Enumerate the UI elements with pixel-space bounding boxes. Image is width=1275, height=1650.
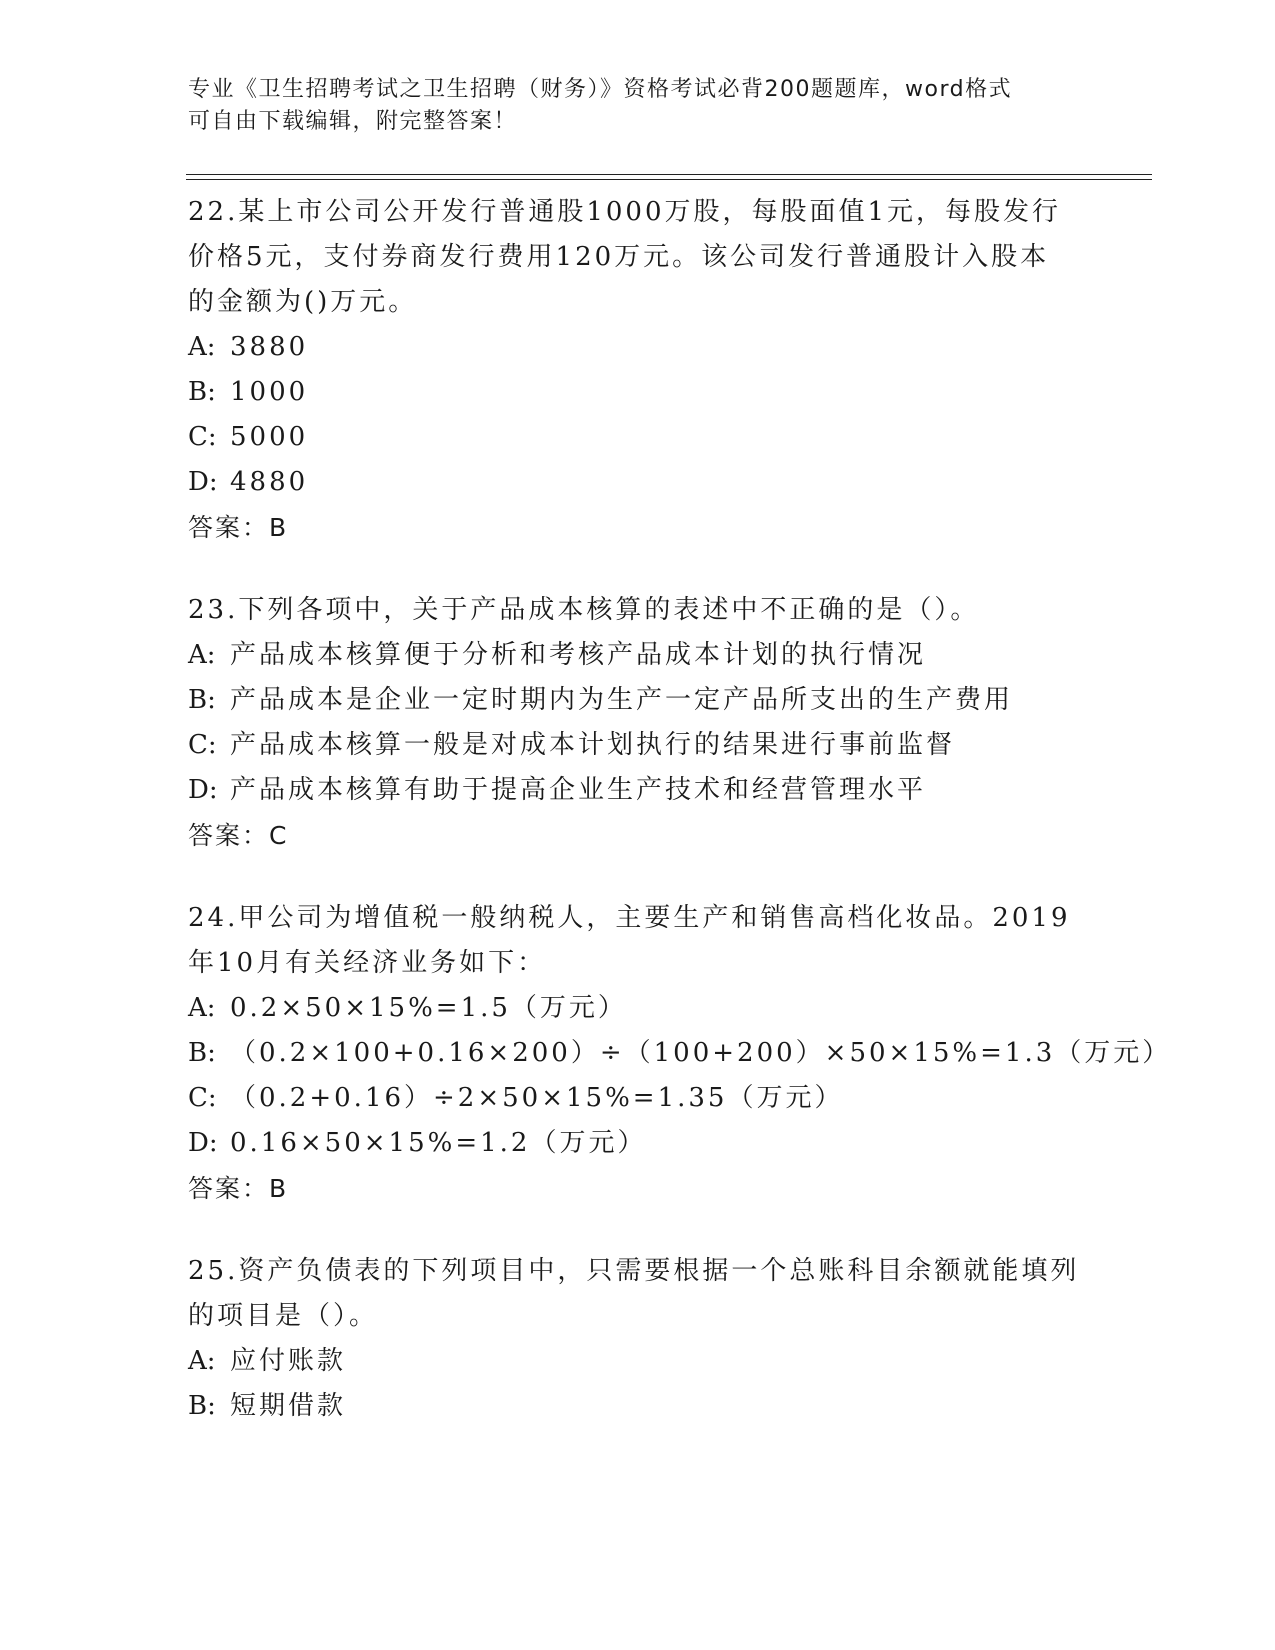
option-text: 0.16×50×15%=1.2（万元） — [230, 1128, 647, 1158]
question-text-line: 22.某上市公司公开发行普通股1000万股，每股面值1元，每股发行 — [188, 197, 1062, 227]
option-text: 短期借款 — [230, 1391, 347, 1421]
option-text: 0.2×50×15%=1.5（万元） — [230, 993, 627, 1023]
option-text: 应付账款 — [230, 1346, 347, 1376]
option-a — [188, 986, 1088, 1031]
option-key: B: — [188, 685, 216, 715]
answer-line: 答案：C — [188, 821, 289, 850]
option-a — [188, 1339, 1088, 1384]
option-a — [188, 325, 1088, 370]
header-line-1: 专业《卫生招聘考试之卫生招聘（财务）》资格考试必背200题题库，word格式 — [188, 77, 1013, 102]
option-text: （0.2×100+0.16×200）÷（100+200）×50×15%=1.3（万元） — [230, 1038, 1172, 1068]
option-key: A: — [188, 993, 216, 1023]
option-key: B: — [188, 377, 216, 407]
question-text-line: 24.甲公司为增值税一般纳税人，主要生产和销售高档化妆品。2019 — [188, 903, 1071, 933]
option-text: 5000 — [230, 422, 309, 452]
answer-line: 答案：B — [188, 1174, 289, 1203]
option-key: C: — [188, 422, 217, 452]
option-key: C: — [188, 730, 217, 760]
question-text-line: 23.下列各项中，关于产品成本核算的表述中不正确的是（）。 — [188, 595, 980, 625]
option-key: C: — [188, 1083, 217, 1113]
question-24 — [188, 896, 1172, 1211]
option-text: 产品成本核算有助于提高企业生产技术和经营管理水平 — [230, 775, 927, 805]
option-c — [188, 723, 1088, 768]
option-d — [188, 768, 1088, 813]
answer-line: 答案：B — [188, 513, 289, 542]
option-c — [188, 415, 1088, 460]
option-key: A: — [188, 332, 216, 362]
option-text: 3880 — [230, 332, 309, 362]
question-text-line: 的项目是（）。 — [188, 1301, 379, 1331]
question-text-line: 价格5元，支付券商发行费用120万元。该公司发行普通股计入股本 — [188, 242, 1050, 272]
option-b — [188, 678, 1088, 723]
option-key: A: — [188, 1346, 216, 1376]
question-text-line: 25.资产负债表的下列项目中，只需要根据一个总账科目余额就能填列 — [188, 1256, 1080, 1286]
option-text: （0.2+0.16）÷2×50×15%=1.35（万元） — [230, 1083, 844, 1113]
option-text: 4880 — [230, 467, 309, 497]
option-key: D: — [188, 467, 218, 497]
header-divider-top — [186, 174, 1152, 175]
option-c — [188, 1076, 1088, 1121]
option-text: 1000 — [230, 377, 309, 407]
option-key: D: — [188, 775, 218, 805]
option-a — [188, 633, 1088, 678]
option-d — [188, 1121, 1088, 1166]
question-22 — [188, 190, 1088, 550]
header-divider-bottom — [186, 179, 1152, 180]
option-b — [188, 1384, 1088, 1429]
option-key: A: — [188, 640, 216, 670]
option-key: D: — [188, 1128, 218, 1158]
question-text-line: 的金额为()万元。 — [188, 287, 418, 317]
option-text: 产品成本核算一般是对成本计划执行的结果进行事前监督 — [230, 730, 956, 760]
option-text: 产品成本是企业一定时期内为生产一定产品所支出的生产费用 — [230, 685, 1014, 715]
option-d — [188, 460, 1088, 505]
question-25 — [188, 1249, 1088, 1429]
option-b — [188, 1031, 1172, 1076]
option-key: B: — [188, 1038, 216, 1068]
option-text: 产品成本核算便于分析和考核产品成本计划的执行情况 — [230, 640, 927, 670]
option-b — [188, 370, 1088, 415]
question-text-line: 年10月有关经济业务如下： — [188, 948, 547, 978]
option-key: B: — [188, 1391, 216, 1421]
question-list — [188, 190, 1172, 1467]
document-header — [188, 74, 1068, 138]
header-line-2: 可自由下载编辑，附完整答案！ — [188, 109, 518, 134]
question-23 — [188, 588, 1088, 858]
